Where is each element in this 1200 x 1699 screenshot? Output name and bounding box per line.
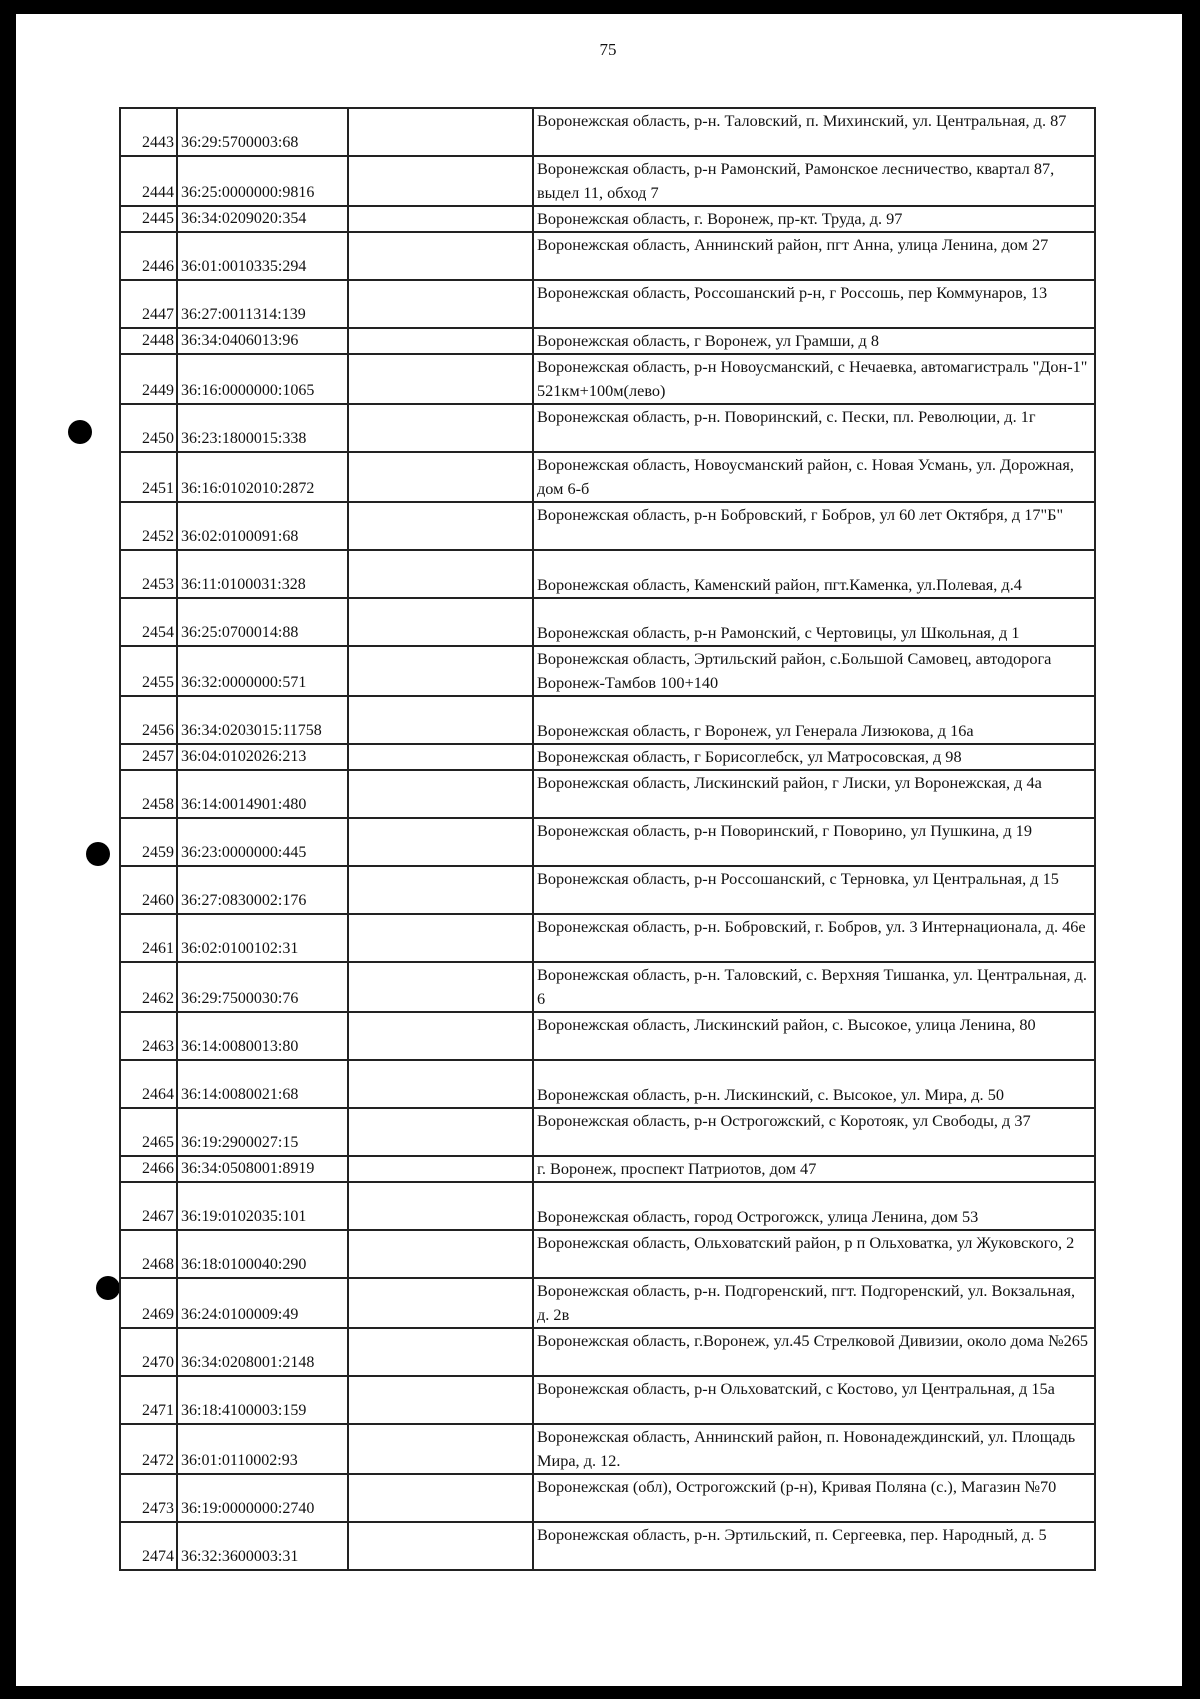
address-cell: Воронежская область, р-н Бобровский, г Бобров, ул 60 лет Октября, д 17"Б" bbox=[533, 502, 1095, 550]
empty-cell bbox=[348, 914, 533, 962]
cadastral-number: 36:27:0011314:139 bbox=[177, 280, 348, 328]
cadastral-number: 36:25:0700014:88 bbox=[177, 598, 348, 646]
table-row bbox=[120, 914, 1095, 962]
address-cell: Воронежская область, г. Воронеж, пр-кт. Труда, д. 97 bbox=[533, 206, 1095, 232]
row-number: 2464 bbox=[120, 1060, 177, 1108]
cadastral-number: 36:25:0000000:9816 bbox=[177, 156, 348, 206]
cadastral-number: 36:02:0100091:68 bbox=[177, 502, 348, 550]
table-row bbox=[120, 502, 1095, 550]
row-number: 2447 bbox=[120, 280, 177, 328]
row-number: 2469 bbox=[120, 1278, 177, 1328]
address-cell: Воронежская область, р-н. Таловский, п. Михинский, ул. Центральная, д. 87 bbox=[533, 108, 1095, 156]
empty-cell bbox=[348, 962, 533, 1012]
empty-cell bbox=[348, 156, 533, 206]
empty-cell bbox=[348, 1474, 533, 1522]
empty-cell bbox=[348, 1376, 533, 1424]
cadastral-number: 36:27:0830002:176 bbox=[177, 866, 348, 914]
cadastral-number: 36:29:7500030:76 bbox=[177, 962, 348, 1012]
address-cell: Воронежская область, г.Воронеж, ул.45 Стрелковой Дивизии, около дома №265 bbox=[533, 1328, 1095, 1376]
address-cell: Воронежская (обл), Острогожский (р-н), Кривая Поляна (с.), Магазин №70 bbox=[533, 1474, 1095, 1522]
row-number: 2468 bbox=[120, 1230, 177, 1278]
row-number: 2457 bbox=[120, 744, 177, 770]
register-table bbox=[119, 107, 1096, 1571]
row-number: 2460 bbox=[120, 866, 177, 914]
address-cell: Воронежская область, Аннинский район, п. Новонадеждинский, ул. Площадь Мира, д. 12. bbox=[533, 1424, 1095, 1474]
row-number: 2443 bbox=[120, 108, 177, 156]
address-cell: Воронежская область, г Воронеж, ул Грамши, д 8 bbox=[533, 328, 1095, 354]
row-number: 2456 bbox=[120, 696, 177, 744]
table-row bbox=[120, 770, 1095, 818]
cadastral-number: 36:18:4100003:159 bbox=[177, 1376, 348, 1424]
address-cell: Воронежская область, р-н Россошанский, с Терновка, ул Центральная, д 15 bbox=[533, 866, 1095, 914]
empty-cell bbox=[348, 1424, 533, 1474]
cadastral-number: 36:23:0000000:445 bbox=[177, 818, 348, 866]
empty-cell bbox=[348, 1278, 533, 1328]
cadastral-number: 36:34:0209020:354 bbox=[177, 206, 348, 232]
table-row bbox=[120, 744, 1095, 770]
empty-cell bbox=[348, 1108, 533, 1156]
address-cell: Воронежская область, р-н Рамонский, Рамонское лесничество, квартал 87, выдел 11, обход 7 bbox=[533, 156, 1095, 206]
address-cell: Воронежская область, Аннинский район, пгт Анна, улица Ленина, дом 27 bbox=[533, 232, 1095, 280]
empty-cell bbox=[348, 1522, 533, 1570]
row-number: 2458 bbox=[120, 770, 177, 818]
address-cell: Воронежская область, город Острогожск, улица Ленина, дом 53 bbox=[533, 1182, 1095, 1230]
row-number: 2462 bbox=[120, 962, 177, 1012]
row-number: 2445 bbox=[120, 206, 177, 232]
table-row bbox=[120, 206, 1095, 232]
cadastral-number: 36:32:0000000:571 bbox=[177, 646, 348, 696]
row-number: 2474 bbox=[120, 1522, 177, 1570]
address-cell: Воронежская область, Ольховатский район, р п Ольховатка, ул Жуковского, 2 bbox=[533, 1230, 1095, 1278]
table-row bbox=[120, 1060, 1095, 1108]
cadastral-number: 36:14:0080013:80 bbox=[177, 1012, 348, 1060]
address-cell: Воронежская область, р-н. Таловский, с. Верхняя Тишанка, ул. Центральная, д. 6 bbox=[533, 962, 1095, 1012]
table-row bbox=[120, 1474, 1095, 1522]
table-row bbox=[120, 404, 1095, 452]
row-number: 2473 bbox=[120, 1474, 177, 1522]
row-number: 2453 bbox=[120, 550, 177, 598]
punch-hole-mark bbox=[68, 420, 92, 444]
address-cell: Воронежская область, р-н Ольховатский, с Костово, ул Центральная, д 15а bbox=[533, 1376, 1095, 1424]
cadastral-number: 36:29:5700003:68 bbox=[177, 108, 348, 156]
cadastral-number: 36:32:3600003:31 bbox=[177, 1522, 348, 1570]
punch-hole-mark bbox=[86, 842, 110, 866]
cadastral-number: 36:23:1800015:338 bbox=[177, 404, 348, 452]
cadastral-number: 36:19:2900027:15 bbox=[177, 1108, 348, 1156]
address-cell: г. Воронеж, проспект Патриотов, дом 47 bbox=[533, 1156, 1095, 1182]
row-number: 2470 bbox=[120, 1328, 177, 1376]
empty-cell bbox=[348, 452, 533, 502]
empty-cell bbox=[348, 866, 533, 914]
row-number: 2465 bbox=[120, 1108, 177, 1156]
cadastral-number: 36:34:0208001:2148 bbox=[177, 1328, 348, 1376]
empty-cell bbox=[348, 646, 533, 696]
row-number: 2448 bbox=[120, 328, 177, 354]
cadastral-number: 36:18:0100040:290 bbox=[177, 1230, 348, 1278]
address-cell: Воронежская область, Лискинский район, с. Высокое, улица Ленина, 80 bbox=[533, 1012, 1095, 1060]
cadastral-number: 36:04:0102026:213 bbox=[177, 744, 348, 770]
table-row bbox=[120, 156, 1095, 206]
empty-cell bbox=[348, 550, 533, 598]
row-number: 2461 bbox=[120, 914, 177, 962]
address-cell: Воронежская область, р-н. Подгоренский, пгт. Подгоренский, ул. Вокзальная, д. 2в bbox=[533, 1278, 1095, 1328]
row-number: 2452 bbox=[120, 502, 177, 550]
address-cell: Воронежская область, Лискинский район, г Лиски, ул Воронежская, д 4а bbox=[533, 770, 1095, 818]
table-row bbox=[120, 354, 1095, 404]
table-row bbox=[120, 328, 1095, 354]
empty-cell bbox=[348, 206, 533, 232]
table-row bbox=[120, 1156, 1095, 1182]
table-row bbox=[120, 1108, 1095, 1156]
row-number: 2463 bbox=[120, 1012, 177, 1060]
table-row bbox=[120, 1522, 1095, 1570]
cadastral-number: 36:16:0102010:2872 bbox=[177, 452, 348, 502]
table-row bbox=[120, 866, 1095, 914]
table-row bbox=[120, 1328, 1095, 1376]
row-number: 2459 bbox=[120, 818, 177, 866]
empty-cell bbox=[348, 280, 533, 328]
empty-cell bbox=[348, 696, 533, 744]
address-cell: Воронежская область, р-н Рамонский, с Чертовицы, ул Школьная, д 1 bbox=[533, 598, 1095, 646]
table-row bbox=[120, 108, 1095, 156]
empty-cell bbox=[348, 770, 533, 818]
empty-cell bbox=[348, 818, 533, 866]
address-cell: Воронежская область, Новоусманский район, с. Новая Усмань, ул. Дорожная, дом 6-б bbox=[533, 452, 1095, 502]
table-row bbox=[120, 1278, 1095, 1328]
table-row bbox=[120, 1424, 1095, 1474]
cadastral-number: 36:11:0100031:328 bbox=[177, 550, 348, 598]
punch-hole-mark bbox=[96, 1276, 120, 1300]
table-row bbox=[120, 696, 1095, 744]
address-cell: Воронежская область, Россошанский р-н, г Россошь, пер Коммунаров, 13 bbox=[533, 280, 1095, 328]
empty-cell bbox=[348, 598, 533, 646]
row-number: 2451 bbox=[120, 452, 177, 502]
row-number: 2454 bbox=[120, 598, 177, 646]
row-number: 2466 bbox=[120, 1156, 177, 1182]
cadastral-number: 36:19:0102035:101 bbox=[177, 1182, 348, 1230]
empty-cell bbox=[348, 404, 533, 452]
row-number: 2471 bbox=[120, 1376, 177, 1424]
table-row bbox=[120, 818, 1095, 866]
cadastral-number: 36:02:0100102:31 bbox=[177, 914, 348, 962]
cadastral-number: 36:24:0100009:49 bbox=[177, 1278, 348, 1328]
cadastral-number: 36:01:0110002:93 bbox=[177, 1424, 348, 1474]
empty-cell bbox=[348, 108, 533, 156]
cadastral-number: 36:34:0406013:96 bbox=[177, 328, 348, 354]
address-cell: Воронежская область, Эртильский район, с.Большой Самовец, автодорога Воронеж-Тамбов 100+140 bbox=[533, 646, 1095, 696]
cadastral-number: 36:14:0014901:480 bbox=[177, 770, 348, 818]
cadastral-number: 36:01:0010335:294 bbox=[177, 232, 348, 280]
table-row bbox=[120, 646, 1095, 696]
address-cell: Воронежская область, р-н Поворинский, г Поворино, ул Пушкина, д 19 bbox=[533, 818, 1095, 866]
table-row bbox=[120, 962, 1095, 1012]
empty-cell bbox=[348, 1012, 533, 1060]
row-number: 2450 bbox=[120, 404, 177, 452]
empty-cell bbox=[348, 1182, 533, 1230]
table-row bbox=[120, 1376, 1095, 1424]
table-row bbox=[120, 1012, 1095, 1060]
cadastral-number: 36:34:0203015:11758 bbox=[177, 696, 348, 744]
address-cell: Воронежская область, г Борисоглебск, ул Матросовская, д 98 bbox=[533, 744, 1095, 770]
row-number: 2449 bbox=[120, 354, 177, 404]
page-number: 75 bbox=[599, 40, 617, 59]
cadastral-number: 36:16:0000000:1065 bbox=[177, 354, 348, 404]
address-cell: Воронежская область, г Воронеж, ул Генерала Лизюкова, д 16а bbox=[533, 696, 1095, 744]
empty-cell bbox=[348, 1328, 533, 1376]
table-row bbox=[120, 280, 1095, 328]
empty-cell bbox=[348, 1230, 533, 1278]
empty-cell bbox=[348, 1060, 533, 1108]
address-cell: Воронежская область, р-н. Эртильский, п. Сергеевка, пер. Народный, д. 5 bbox=[533, 1522, 1095, 1570]
empty-cell bbox=[348, 744, 533, 770]
row-number: 2472 bbox=[120, 1424, 177, 1474]
table-row bbox=[120, 1230, 1095, 1278]
row-number: 2467 bbox=[120, 1182, 177, 1230]
empty-cell bbox=[348, 354, 533, 404]
cadastral-number: 36:34:0508001:8919 bbox=[177, 1156, 348, 1182]
address-cell: Воронежская область, р-н. Поворинский, с. Пески, пл. Революции, д. 1г bbox=[533, 404, 1095, 452]
address-cell: Воронежская область, р-н Новоусманский, с Нечаевка, автомагистраль "Дон-1" 521км+100м(лево) bbox=[533, 354, 1095, 404]
row-number: 2446 bbox=[120, 232, 177, 280]
address-cell: Воронежская область, р-н. Бобровский, г. Бобров, ул. 3 Интернационала, д. 46е bbox=[533, 914, 1095, 962]
table-row bbox=[120, 1182, 1095, 1230]
address-cell: Воронежская область, Каменский район, пгт.Каменка, ул.Полевая, д.4 bbox=[533, 550, 1095, 598]
table-row bbox=[120, 232, 1095, 280]
table-row bbox=[120, 452, 1095, 502]
address-cell: Воронежская область, р-н. Лискинский, с. Высокое, ул. Мира, д. 50 bbox=[533, 1060, 1095, 1108]
empty-cell bbox=[348, 1156, 533, 1182]
empty-cell bbox=[348, 232, 533, 280]
empty-cell bbox=[348, 328, 533, 354]
table-row bbox=[120, 550, 1095, 598]
address-cell: Воронежская область, р-н Острогожский, с Коротояк, ул Свободы, д 37 bbox=[533, 1108, 1095, 1156]
row-number: 2455 bbox=[120, 646, 177, 696]
table-row bbox=[120, 598, 1095, 646]
cadastral-number: 36:14:0080021:68 bbox=[177, 1060, 348, 1108]
cadastral-number: 36:19:0000000:2740 bbox=[177, 1474, 348, 1522]
row-number: 2444 bbox=[120, 156, 177, 206]
empty-cell bbox=[348, 502, 533, 550]
